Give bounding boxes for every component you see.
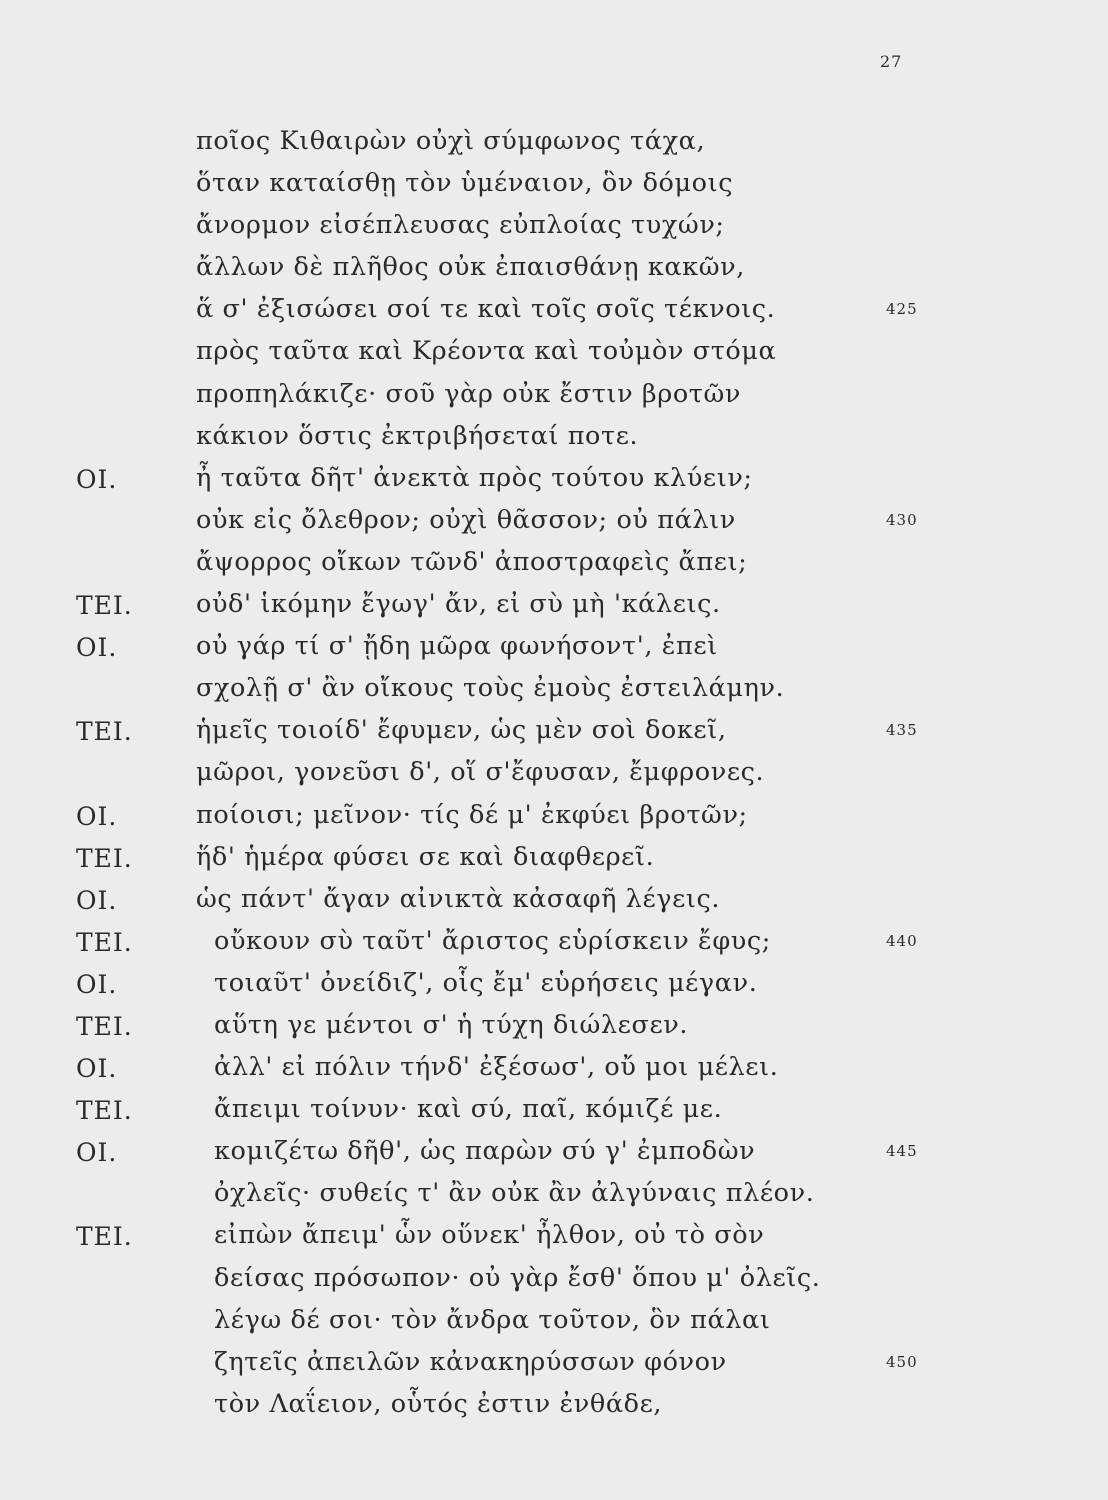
verse-text: ἥδ' ἡμέρα φύσει σε καὶ διαφθερεῖ. <box>196 841 655 872</box>
line-number: 440 <box>886 931 918 950</box>
verse-text: ἄψορρος οἴκων τῶνδ' ἀποστραφεὶς ἄπει; <box>196 546 748 577</box>
speaker-label: ΟΙ. <box>76 885 118 915</box>
verse-text: ἄλλων δὲ πλῆθος οὐκ ἐπαισθάνῃ κακῶν, <box>196 252 745 283</box>
verse-line <box>0 1010 1108 1052</box>
verse-line <box>0 252 1108 294</box>
verse-text: ἡμεῖς τοιοίδ' ἔφυμεν, ὡς μὲν σοὶ δοκεῖ, <box>196 715 727 746</box>
verse-line <box>0 589 1108 631</box>
verse-text: ποίοισι; μεῖνον· τίς δέ μ' ἐκφύει βροτῶν; <box>196 799 748 830</box>
verse-line <box>0 463 1108 505</box>
speaker-label: ΟΙ. <box>76 633 118 663</box>
verse-text: λέγω δέ σοι· τὸν ἄνδρα τοῦτον, ὃν πάλαι <box>214 1304 771 1335</box>
verse-line <box>0 168 1108 210</box>
verse-line <box>0 673 1108 715</box>
verse-text: κάκιον ὅστις ἐκτριβήσεταί ποτε. <box>196 420 639 451</box>
speaker-label: ΤΕΙ. <box>76 1096 133 1126</box>
verse-line <box>0 547 1108 589</box>
speaker-label: ΟΙ. <box>76 801 118 831</box>
line-number: 430 <box>886 510 918 529</box>
verse-line <box>0 294 1108 336</box>
verse-text: εἰπὼν ἄπειμ' ὧν οὕνεκ' ἦλθον, οὐ τὸ σὸν <box>214 1220 765 1251</box>
verse-text: τοιαῦτ' ὀνείδιζ', οἷς ἔμ' εὑρήσεις μέγαν. <box>214 967 758 998</box>
verse-line <box>0 1178 1108 1220</box>
speaker-label: ΟΙ. <box>76 1054 118 1084</box>
verse-line <box>0 1389 1108 1431</box>
verse-text: ζητεῖς ἀπειλῶν κἀνακηρύσσων φόνον <box>214 1346 727 1377</box>
verse-text: δείσας πρόσωπον· οὐ γὰρ ἔσθ' ὅπου μ' ὀλεῖς. <box>214 1262 821 1293</box>
speaker-label: ΤΕΙ. <box>76 927 133 957</box>
verse-text: ἦ ταῦτα δῆτ' ἀνεκτὰ πρὸς τούτου κλύειν; <box>196 462 753 493</box>
verse-text: ποῖος Κιθαιρὼν οὐχὶ σύμφωνος τάχα, <box>196 126 706 156</box>
verse-line <box>0 505 1108 547</box>
verse-text: ἀλλ' εἰ πόλιν τήνδ' ἐξέσωσ', οὔ μοι μέλει. <box>214 1052 779 1083</box>
verse-text: ὀχλεῖς· συθείς τ' ἂν οὐκ ἂν ἀλγύναις πλέον. <box>214 1178 815 1209</box>
verse-line <box>0 210 1108 252</box>
verse-text: οὐκ εἰς ὄλεθρον; οὐχὶ θᾶσσον; οὐ πάλιν <box>196 504 736 535</box>
verse-line <box>0 1220 1108 1262</box>
verse-line <box>0 1136 1108 1178</box>
speaker-label: ΤΕΙ. <box>76 591 133 621</box>
verse-line <box>0 842 1108 884</box>
verse-line <box>0 800 1108 842</box>
verse-text: αὕτη γε μέντοι σ' ἡ τύχη διώλεσεν. <box>214 1009 689 1040</box>
verse-line <box>0 884 1108 926</box>
line-number: 445 <box>886 1142 918 1161</box>
verse-line <box>0 715 1108 757</box>
verse-text: τὸν Λαΐειον, οὗτός ἐστιν ἐνθάδε, <box>214 1388 663 1419</box>
verse-line <box>0 1263 1108 1305</box>
verse-text: ἄνορμον εἰσέπλευσας εὐπλοίας τυχών; <box>196 210 725 241</box>
speaker-label: ΟΙ. <box>76 969 118 999</box>
page-number: 27 <box>880 52 903 71</box>
verse-line <box>0 1052 1108 1094</box>
verse-text: κομιζέτω δῆθ', ὡς παρὼν σύ γ' ἐμποδὼν <box>214 1136 756 1167</box>
speaker-label: ΟΙ. <box>76 1138 118 1168</box>
verse-line <box>0 126 1108 168</box>
verse-line <box>0 968 1108 1010</box>
speaker-label: ΤΕΙ. <box>76 843 133 873</box>
verse-line <box>0 1347 1108 1389</box>
speaker-label: ΟΙ. <box>76 464 118 494</box>
verse-text: προπηλάκιζε· σοῦ γὰρ οὐκ ἔστιν βροτῶν <box>196 378 742 409</box>
speaker-label: ΤΕΙ. <box>76 1222 133 1252</box>
verse-line <box>0 926 1108 968</box>
speaker-label: ΤΕΙ. <box>76 717 133 747</box>
line-number: 450 <box>886 1352 918 1371</box>
verse-text: μῶροι, γονεῦσι δ', οἵ σ'ἔφυσαν, ἔμφρονες. <box>196 757 765 788</box>
verse-text: ὅταν καταίσθῃ τὸν ὑμέναιον, ὃν δόμοις <box>196 168 734 199</box>
verse-text: ὡς πάντ' ἄγαν αἰνικτὰ κἀσαφῆ λέγεις. <box>196 883 721 914</box>
verse-line <box>0 631 1108 673</box>
verse-line <box>0 379 1108 421</box>
verse-line <box>0 757 1108 799</box>
verse-line <box>0 1305 1108 1347</box>
verse-line <box>0 1094 1108 1136</box>
verse-text: οὔκουν σὺ ταῦτ' ἄριστος εὑρίσκειν ἔφυς; <box>214 925 771 956</box>
line-number: 435 <box>886 721 918 740</box>
verse-text: πρὸς ταῦτα καὶ Κρέοντα καὶ τοὐμὸν στόμα <box>196 336 777 367</box>
verse-text: οὐ γάρ τί σ' ᾔδη μῶρα φωνήσοντ', ἐπεὶ <box>196 631 718 662</box>
verse-text: οὐδ' ἱκόμην ἔγωγ' ἄν, εἰ σὺ μὴ 'κάλεις. <box>196 589 721 620</box>
verse-text: ἄπειμι τοίνυν· καὶ σύ, παῖ, κόμιζέ με. <box>214 1094 723 1125</box>
speaker-label: ΤΕΙ. <box>76 1011 133 1041</box>
verse-line <box>0 336 1108 378</box>
verse-text: ἅ σ' ἐξισώσει σοί τε καὶ τοῖς σοῖς τέκνοις. <box>196 294 776 325</box>
verse-text: σχολῇ σ' ἂν οἴκους τοὺς ἐμοὺς ἐστειλάμην. <box>196 673 785 704</box>
line-number: 425 <box>886 300 918 319</box>
verse-line <box>0 421 1108 463</box>
verse-block <box>0 126 1108 1431</box>
